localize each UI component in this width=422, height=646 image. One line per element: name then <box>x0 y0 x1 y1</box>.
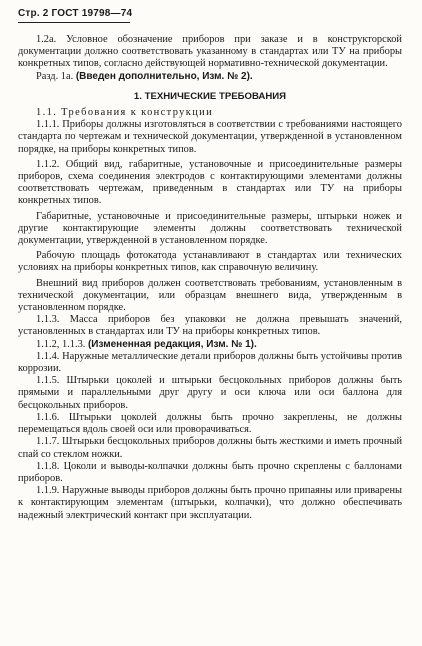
paragraph-1-1-9: 1.1.9. Наружные выводы приборов должны быть прочно припаяны или приварены к контактирующим элементам (штырьки, колпачки), что должно обеспечивать надежный электрический контакт при эксплуатации. <box>18 485 402 521</box>
paragraph-1-1-2: 1.1.2. Общий вид, габаритные, установочные и присоединительные размеры приборов, схема соединения электродов с контактирующими элементами должны соответствовать чертежам, приведенным в стандартах или ТУ на приборы конкретных типов. <box>18 158 402 207</box>
amendment-status: (Измененная редакция, Изм. № 1). <box>87 338 257 350</box>
section-title: 1. ТЕХНИЧЕСКИЕ ТРЕБОВАНИЯ <box>133 90 287 102</box>
paragraph-dimensions: Габаритные, установочные и присоединительные размеры, штырьки ножек и другие контактирующие элементы должны соответствовать технической документации, утвержденной в установленном порядке. <box>18 210 402 247</box>
paragraph-1-1-6: 1.1.6. Штырьки цоколей должны быть прочно закреплены, не должны перемещаться вдоль своей оси или проворачиваться. <box>18 411 402 436</box>
paragraph-1-1-4: 1.1.4. Наружные металлические детали приборов должны быть устойчивы против коррозии. <box>18 350 402 375</box>
document-body <box>18 34 402 522</box>
amendment-status: (Введен дополнительно, Изм. № 2). <box>75 70 253 82</box>
section-subtitle: 1.1. Требования к конструкции <box>36 107 214 119</box>
amendment-note-section-1a <box>18 71 402 83</box>
header-rule <box>18 22 130 23</box>
paragraph-1-1-8: 1.1.8. Цоколи и выводы-колпачки должны быть прочно скреплены с баллонами приборов. <box>18 460 402 484</box>
paragraph-1-1-3: 1.1.3. Масса приборов без упаковки не должна превышать значений, установленных в стандартах или ТУ на приборы конкретных типов. <box>18 314 402 338</box>
paragraph-1-1-7: 1.1.7. Штырьки бесцокольных приборов должны быть жесткими и иметь прочный спай со стеклом ножки. <box>18 436 402 460</box>
amendment-ref: Разд. 1а. <box>36 70 74 82</box>
paragraph-1-1-5: 1.1.5. Штырьки цоколей и штырьки бесцокольных приборов должны быть прямыми и параллельными друг другу и оси ключа или оси баллона для бесцокольных приборов. <box>18 375 402 411</box>
amendment-ref: 1.1.2, 1.1.3. <box>36 338 86 350</box>
paragraph-photocathode: Рабочую площадь фотокатода устанавливают в стандартах или технических условиях на приборы конкретных типов, как справочную величину. <box>18 250 402 274</box>
paragraph-1-2a: 1.2а. Условное обозначение приборов при заказе и в конструкторской документации должно соответствовать указанному в стандартах или ТУ на приборы конкретных типов, согласно действующей нормативно-технической документации. <box>18 34 402 70</box>
page-header: Стр. 2 ГОСТ 19798—74 <box>18 8 133 19</box>
paragraph-appearance: Внешний вид приборов должен соответствовать требованиям, установленным в технической документации, или образцам внешнего вида, утвержденным в установленном порядке. <box>18 277 402 314</box>
paragraph-1-1-1: 1.1.1. Приборы должны изготовляться в соответствии с требованиями настоящего стандарта по чертежам и технической документации, утвержденной в установленном порядке, на приборы конкретных типов. <box>18 119 402 155</box>
amendment-note-1-1-2 <box>18 339 402 351</box>
